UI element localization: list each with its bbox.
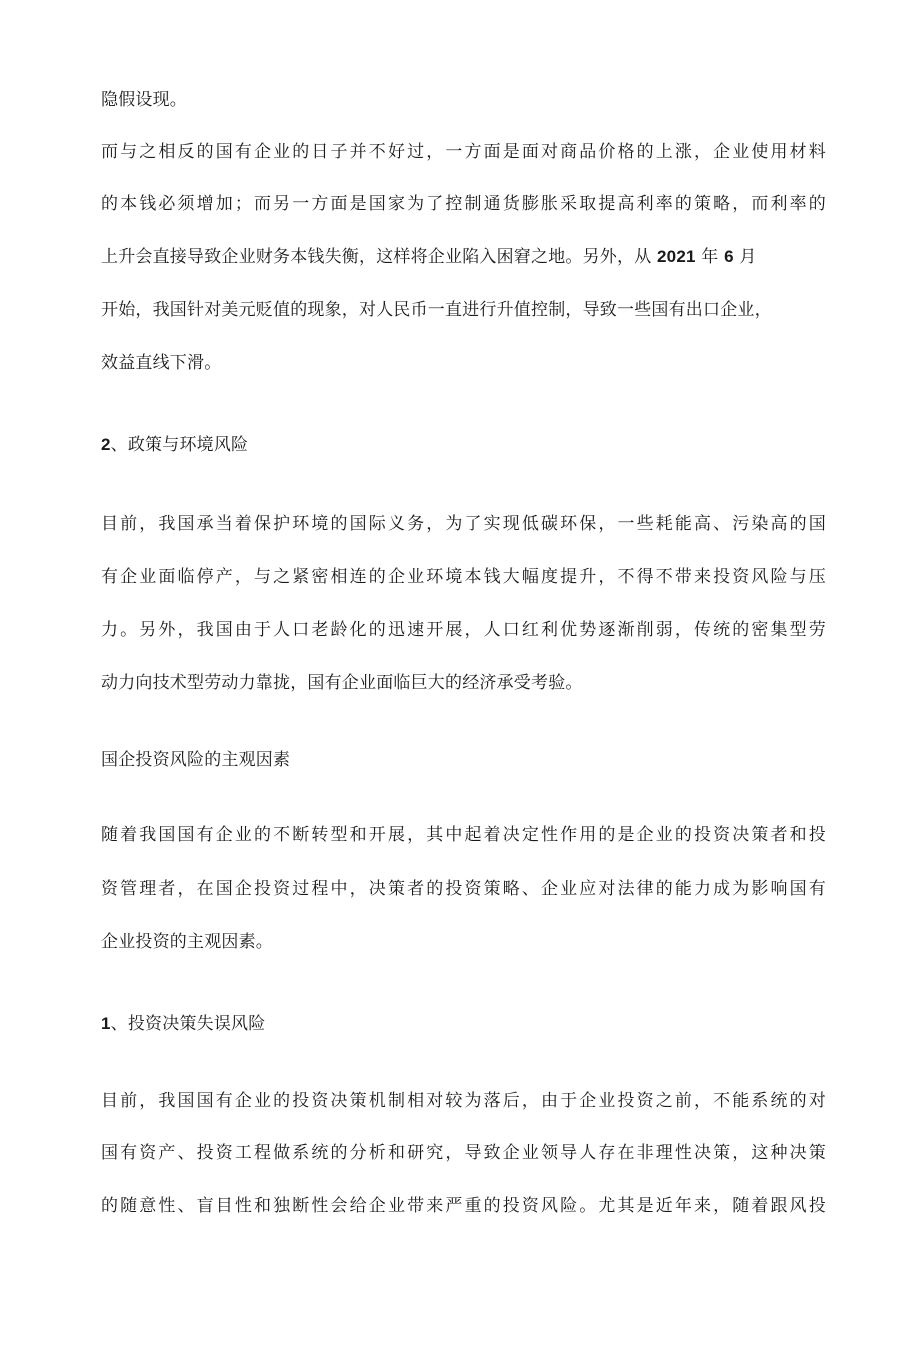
paragraph-line: 目前，我国承当着保护环境的国际义务，为了实现低碳环保，一些耗能高、污染高的国 — [101, 514, 826, 534]
section-heading — [101, 433, 248, 457]
paragraph-line: 力。另外，我国由于人口老龄化的迅速开展，人口红利优势逐渐削弱，传统的密集型劳 — [101, 620, 826, 640]
paragraph-line: 目前，我国国有企业的投资决策机制相对较为落后，由于企业投资之前，不能系统的对 — [101, 1091, 826, 1111]
year-number: 2021 — [657, 247, 696, 266]
paragraph-line: 开始，我国针对美元贬值的现象，对人民币一直进行升值控制，导致一些国有出口企业， — [101, 300, 772, 320]
paragraph-line: 国有资产、投资工程做系统的分析和研究，导致企业领导人存在非理性决策，这种决策 — [101, 1143, 826, 1163]
paragraph-line: 资管理者，在国企投资过程中，决策者的投资策略、企业应对法律的能力成为影响国有 — [101, 879, 826, 899]
paragraph-line — [101, 245, 757, 269]
text-segment: 月 — [733, 247, 757, 267]
heading-number: 2 — [101, 435, 111, 454]
heading-text: 、投资决策失误风险 — [110, 1014, 266, 1034]
heading-text: 、政策与环境风险 — [110, 435, 249, 455]
text-segment: 年 — [695, 247, 725, 267]
paragraph-line: 有企业面临停产，与之紧密相连的企业环境本钱大幅度提升，不得不带来投资风险与压 — [101, 567, 826, 587]
paragraph-line: 隐假设现。 — [101, 90, 187, 110]
paragraph-line: 效益直线下滑。 — [101, 353, 222, 373]
paragraph-line: 而与之相反的国有企业的日子并不好过，一方面是面对商品价格的上涨，企业使用材料 — [101, 142, 826, 162]
paragraph-line: 随着我国国有企业的不断转型和开展，其中起着决定性作用的是企业的投资决策者和投 — [101, 825, 826, 845]
paragraph-line: 的随意性、盲目性和独断性会给企业带来严重的投资风险。尤其是近年来，随着跟风投 — [101, 1196, 826, 1216]
section-heading: 国企投资风险的主观因素 — [101, 750, 291, 770]
paragraph-line: 动力向技术型劳动力靠拢，国有企业面临巨大的经济承受考验。 — [101, 673, 583, 693]
text-segment: 上升会直接导致企业财务本钱失衡，这样将企业陷入困窘之地。另外，从 — [101, 247, 658, 267]
section-heading — [101, 1012, 265, 1036]
paragraph-line: 的本钱必须增加；而另一方面是国家为了控制通货膨胀采取提高利率的策略，而利率的 — [101, 194, 826, 214]
month-number: 6 — [724, 247, 734, 266]
heading-number: 1 — [101, 1014, 111, 1033]
paragraph-line: 企业投资的主观因素。 — [101, 932, 273, 952]
